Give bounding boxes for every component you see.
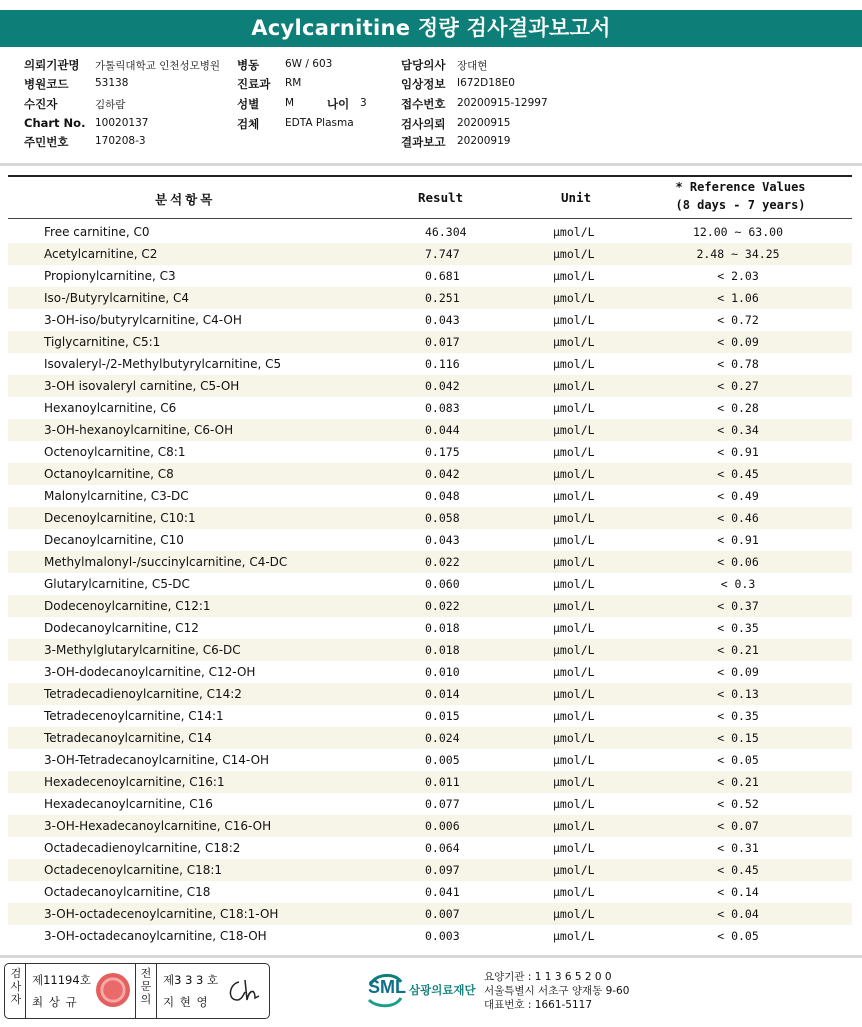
analyte-name: 3-OH-dodecanoylcarnitine, C12-OH xyxy=(44,665,256,679)
analyte-name: Free carnitine, C0 xyxy=(44,225,150,239)
table-row xyxy=(8,683,852,705)
analyte-name: Tetradecanoylcarnitine, C14 xyxy=(44,731,212,745)
unit-value: μmol/L xyxy=(553,357,595,371)
analyte-name: Octenoylcarnitine, C8:1 xyxy=(44,445,186,459)
analyte-name: 3-OH-Tetradecanoylcarnitine, C14-OH xyxy=(44,753,270,767)
table-row xyxy=(8,793,852,815)
clinical-label: 임상정보 xyxy=(401,77,446,91)
table-header xyxy=(8,177,852,219)
age-value: 3 xyxy=(360,97,367,109)
result-value: 0.042 xyxy=(425,467,460,481)
table-row xyxy=(8,617,852,639)
result-value: 0.048 xyxy=(425,489,460,503)
unit-value: μmol/L xyxy=(553,863,595,877)
rrn-label: 주민번호 xyxy=(24,135,69,149)
table-row xyxy=(8,639,852,661)
result-value: 0.044 xyxy=(425,423,460,437)
table-row xyxy=(8,903,852,925)
unit-value: μmol/L xyxy=(553,753,595,767)
doctor-label: 담당의사 xyxy=(401,58,446,72)
table-row xyxy=(8,397,852,419)
analyte-name: Hexanoylcarnitine, C6 xyxy=(44,401,177,415)
result-value: 46.304 xyxy=(425,225,467,239)
table-row xyxy=(8,661,852,683)
patient-label: 수진자 xyxy=(24,97,58,111)
header-ref-line2: (8 days - 7 years) xyxy=(675,198,806,212)
specialist-label xyxy=(137,967,155,1006)
result-value: 0.064 xyxy=(425,841,460,855)
table-row xyxy=(8,815,852,837)
reference-value: < 1.06 xyxy=(717,291,759,305)
result-value: 0.043 xyxy=(425,313,460,327)
table-row xyxy=(8,243,852,265)
specimen-label: 검체 xyxy=(237,117,260,131)
examiner-no: 제11194호 xyxy=(32,973,91,987)
chart-label: Chart No. xyxy=(24,116,86,130)
reference-value: < 0.35 xyxy=(717,621,759,635)
result-value: 0.018 xyxy=(425,621,460,635)
sig-divider-2 xyxy=(135,964,136,1018)
reference-value: < 0.35 xyxy=(717,709,759,723)
unit-value: μmol/L xyxy=(553,401,595,415)
table-row xyxy=(8,463,852,485)
sex-label: 성별 xyxy=(237,97,260,111)
reference-value: 2.48 ~ 34.25 xyxy=(696,247,780,261)
unit-value: μmol/L xyxy=(553,335,595,349)
sml-logo xyxy=(365,968,485,1012)
divider xyxy=(0,163,862,166)
reference-value: < 0.28 xyxy=(717,401,759,415)
table-row xyxy=(8,441,852,463)
unit-value: μmol/L xyxy=(553,819,595,833)
analyte-name: Glutarylcarnitine, C5-DC xyxy=(44,577,190,591)
unit-value: μmol/L xyxy=(553,313,595,327)
examiner-name: 최 상 규 xyxy=(32,995,78,1009)
analyte-name: Decenoylcarnitine, C10:1 xyxy=(44,511,196,525)
reference-value: < 0.21 xyxy=(717,775,759,789)
header-item: 분석항목 xyxy=(155,192,216,207)
result-value: 0.116 xyxy=(425,357,460,371)
report-date-value: 20200919 xyxy=(457,135,511,147)
analyte-name: Decanoylcarnitine, C10 xyxy=(44,533,184,547)
analyte-name: Acetylcarnitine, C2 xyxy=(44,247,158,261)
reference-value: < 0.34 xyxy=(717,423,759,437)
seal-stamp xyxy=(96,973,130,1007)
reference-value: < 0.91 xyxy=(717,445,759,459)
analyte-name: Octadecanoylcarnitine, C18 xyxy=(44,885,211,899)
table-row xyxy=(8,551,852,573)
result-value: 0.042 xyxy=(425,379,460,393)
unit-value: μmol/L xyxy=(553,511,595,525)
reference-value: < 0.05 xyxy=(717,753,759,767)
result-value: 0.024 xyxy=(425,731,460,745)
result-value: 0.251 xyxy=(425,291,460,305)
table-row xyxy=(8,529,852,551)
reference-value: < 0.46 xyxy=(717,511,759,525)
hospital-code-label: 병원코드 xyxy=(24,77,69,91)
reference-value: < 0.14 xyxy=(717,885,759,899)
reference-value: < 0.45 xyxy=(717,467,759,481)
analyte-name: Methylmalonyl-/succinylcarnitine, C4-DC xyxy=(44,555,288,569)
unit-value: μmol/L xyxy=(553,775,595,789)
table-row xyxy=(8,727,852,749)
table-row xyxy=(8,287,852,309)
reference-value: < 0.49 xyxy=(717,489,759,503)
reference-value: < 0.91 xyxy=(717,533,759,547)
signature-icon xyxy=(225,976,263,1006)
analyte-name: Tetradecenoylcarnitine, C14:1 xyxy=(44,709,224,723)
analyte-name: 3-OH isovaleryl carnitine, C5-OH xyxy=(44,379,240,393)
rrn-value: 170208-3 xyxy=(95,135,146,147)
result-value: 0.060 xyxy=(425,577,460,591)
header-result: Result xyxy=(418,190,464,205)
doctor-value: 장대현 xyxy=(457,60,488,72)
result-value: 0.022 xyxy=(425,599,460,613)
result-value: 0.083 xyxy=(425,401,460,415)
result-value: 0.011 xyxy=(425,775,460,789)
specimen-value: EDTA Plasma xyxy=(285,117,354,129)
result-value: 0.007 xyxy=(425,907,460,921)
table-row xyxy=(8,331,852,353)
analyte-name: 3-OH-octadecanoylcarnitine, C18-OH xyxy=(44,929,267,943)
examiner-label-text: 검사자 xyxy=(10,967,22,1006)
reference-value: < 0.37 xyxy=(717,599,759,613)
reference-value: < 0.06 xyxy=(717,555,759,569)
analyte-name: Malonylcarnitine, C3-DC xyxy=(44,489,189,503)
reference-value: < 0.05 xyxy=(717,929,759,943)
care-org-number: 요양기관 : 1 1 3 6 5 2 0 0 xyxy=(484,971,612,983)
reference-value: < 0.27 xyxy=(717,379,759,393)
analyte-name: 3-OH-Hexadecanoylcarnitine, C16-OH xyxy=(44,819,272,833)
analyte-name: 3-Methylglutarylcarnitine, C6-DC xyxy=(44,643,241,657)
unit-value: μmol/L xyxy=(553,379,595,393)
unit-value: μmol/L xyxy=(553,797,595,811)
analyte-name: Iso-/Butyrylcarnitine, C4 xyxy=(44,291,190,305)
specialist-no: 제3 3 3 호 xyxy=(163,973,219,987)
reference-value: < 0.78 xyxy=(717,357,759,371)
phone-line: 대표번호 : 1661-5117 xyxy=(484,999,593,1011)
unit-value: μmol/L xyxy=(553,225,595,239)
table-row xyxy=(8,749,852,771)
hospital-code-value: 53138 xyxy=(95,77,129,89)
table-row xyxy=(8,837,852,859)
reference-value: < 0.72 xyxy=(717,313,759,327)
result-value: 0.010 xyxy=(425,665,460,679)
reference-value: < 0.04 xyxy=(717,907,759,921)
table-row xyxy=(8,419,852,441)
institution-value: 가톨릭대학교 인천성모병원 xyxy=(95,60,221,72)
unit-value: μmol/L xyxy=(553,577,595,591)
unit-value: μmol/L xyxy=(553,665,595,679)
result-value: 0.018 xyxy=(425,643,460,657)
result-value: 0.017 xyxy=(425,335,460,349)
table-row xyxy=(8,595,852,617)
results-table xyxy=(8,175,852,952)
analyte-name: Tiglycarnitine, C5:1 xyxy=(44,335,161,349)
signature-box xyxy=(4,963,270,1019)
table-row xyxy=(8,265,852,287)
request-label: 검사의뢰 xyxy=(401,117,446,131)
unit-value: μmol/L xyxy=(553,643,595,657)
report-title: Acylcarnitine 정량 검사결과보고서 xyxy=(0,10,862,47)
unit-value: μmol/L xyxy=(553,907,595,921)
unit-value: μmol/L xyxy=(553,489,595,503)
sig-divider-3 xyxy=(156,964,157,1018)
unit-value: μmol/L xyxy=(553,687,595,701)
dept-value: RM xyxy=(285,77,302,89)
unit-value: μmol/L xyxy=(553,445,595,459)
reference-value: < 0.21 xyxy=(717,643,759,657)
reference-value: 12.00 ~ 63.00 xyxy=(692,225,783,239)
analyte-name: 3-OH-hexanoylcarnitine, C6-OH xyxy=(44,423,234,437)
unit-value: μmol/L xyxy=(553,599,595,613)
table-row xyxy=(8,705,852,727)
result-value: 0.014 xyxy=(425,687,460,701)
result-value: 0.041 xyxy=(425,885,460,899)
result-value: 0.175 xyxy=(425,445,460,459)
reference-value: < 0.45 xyxy=(717,863,759,877)
reference-value: < 0.31 xyxy=(717,841,759,855)
table-row xyxy=(8,353,852,375)
unit-value: μmol/L xyxy=(553,555,595,569)
examiner-label xyxy=(7,967,25,1006)
table-row xyxy=(8,375,852,397)
header-unit: Unit xyxy=(561,190,592,205)
reference-value: < 0.07 xyxy=(717,819,759,833)
result-value: 0.077 xyxy=(425,797,460,811)
analyte-name: Dodecenoylcarnitine, C12:1 xyxy=(44,599,211,613)
unit-value: μmol/L xyxy=(553,885,595,899)
unit-value: μmol/L xyxy=(553,467,595,481)
unit-value: μmol/L xyxy=(553,621,595,635)
org-name: 삼광의료재단 xyxy=(409,983,476,997)
analyte-name: Propionylcarnitine, C3 xyxy=(44,269,176,283)
table-row xyxy=(8,573,852,595)
request-value: 20200915 xyxy=(457,117,511,129)
reference-value: < 0.3 xyxy=(720,577,756,591)
result-value: 7.747 xyxy=(425,247,460,261)
result-value: 0.097 xyxy=(425,863,460,877)
clinical-value: I672D18E0 xyxy=(457,77,515,89)
result-value: 0.058 xyxy=(425,511,460,525)
result-value: 0.015 xyxy=(425,709,460,723)
analyte-name: Dodecanoylcarnitine, C12 xyxy=(44,621,199,635)
dept-label: 진료과 xyxy=(237,77,271,91)
table-row xyxy=(8,859,852,881)
institution-label: 의뢰기관명 xyxy=(24,58,80,72)
result-value: 0.681 xyxy=(425,269,460,283)
unit-value: μmol/L xyxy=(553,929,595,943)
chart-value: 10020137 xyxy=(95,117,149,129)
unit-value: μmol/L xyxy=(553,841,595,855)
unit-value: μmol/L xyxy=(553,247,595,261)
reference-value: < 0.52 xyxy=(717,797,759,811)
reference-value: < 0.15 xyxy=(717,731,759,745)
analyte-name: Octanoylcarnitine, C8 xyxy=(44,467,174,481)
sig-divider-1 xyxy=(25,964,26,1018)
unit-value: μmol/L xyxy=(553,533,595,547)
table-row xyxy=(8,881,852,903)
analyte-name: Isovaleryl-/2-Methylbutyrylcarnitine, C5 xyxy=(44,357,282,371)
reference-value: < 2.03 xyxy=(717,269,759,283)
table-row xyxy=(8,925,852,947)
analyte-name: Tetradecadienoylcarnitine, C14:2 xyxy=(44,687,242,701)
result-value: 0.003 xyxy=(425,929,460,943)
org-address xyxy=(484,970,629,1012)
reference-value: < 0.13 xyxy=(717,687,759,701)
sml-logo-text: SML xyxy=(368,977,406,997)
unit-value: μmol/L xyxy=(553,423,595,437)
result-value: 0.006 xyxy=(425,819,460,833)
table-row xyxy=(8,485,852,507)
analyte-name: 3-OH-octadecenoylcarnitine, C18:1-OH xyxy=(44,907,279,921)
report-date-label: 결과보고 xyxy=(401,135,446,149)
table-row xyxy=(8,771,852,793)
result-value: 0.043 xyxy=(425,533,460,547)
table-row xyxy=(8,221,852,243)
address-line: 서울특별시 서초구 양재동 9-60 xyxy=(484,985,630,997)
patient-value: 김하람 xyxy=(95,99,126,111)
specialist-name: 지 현 영 xyxy=(163,995,209,1009)
result-value: 0.005 xyxy=(425,753,460,767)
reference-value: < 0.09 xyxy=(717,665,759,679)
result-value: 0.022 xyxy=(425,555,460,569)
age-label: 나이 xyxy=(327,97,350,111)
unit-value: μmol/L xyxy=(553,269,595,283)
sex-value: M xyxy=(285,97,295,109)
specialist-label-text: 전문의 xyxy=(140,967,152,1006)
receipt-value: 20200915-12997 xyxy=(457,97,548,109)
receipt-label: 접수번호 xyxy=(401,97,446,111)
unit-value: μmol/L xyxy=(553,709,595,723)
analyte-name: 3-OH-iso/butyrylcarnitine, C4-OH xyxy=(44,313,242,327)
footer-divider xyxy=(0,955,862,958)
analyte-name: Hexadecanoylcarnitine, C16 xyxy=(44,797,213,811)
analyte-name: Octadecadienoylcarnitine, C18:2 xyxy=(44,841,241,855)
table-body xyxy=(8,221,852,947)
header-ref-line1: * Reference Values xyxy=(675,180,806,194)
analyte-name: Octadecenoylcarnitine, C18:1 xyxy=(44,863,223,877)
reference-value: < 0.09 xyxy=(717,335,759,349)
ward-label: 병동 xyxy=(237,58,260,72)
table-row xyxy=(8,507,852,529)
analyte-name: Hexadecenoylcarnitine, C16:1 xyxy=(44,775,225,789)
unit-value: μmol/L xyxy=(553,731,595,745)
ward-value: 6W / 603 xyxy=(285,58,333,70)
unit-value: μmol/L xyxy=(553,291,595,305)
table-row xyxy=(8,309,852,331)
